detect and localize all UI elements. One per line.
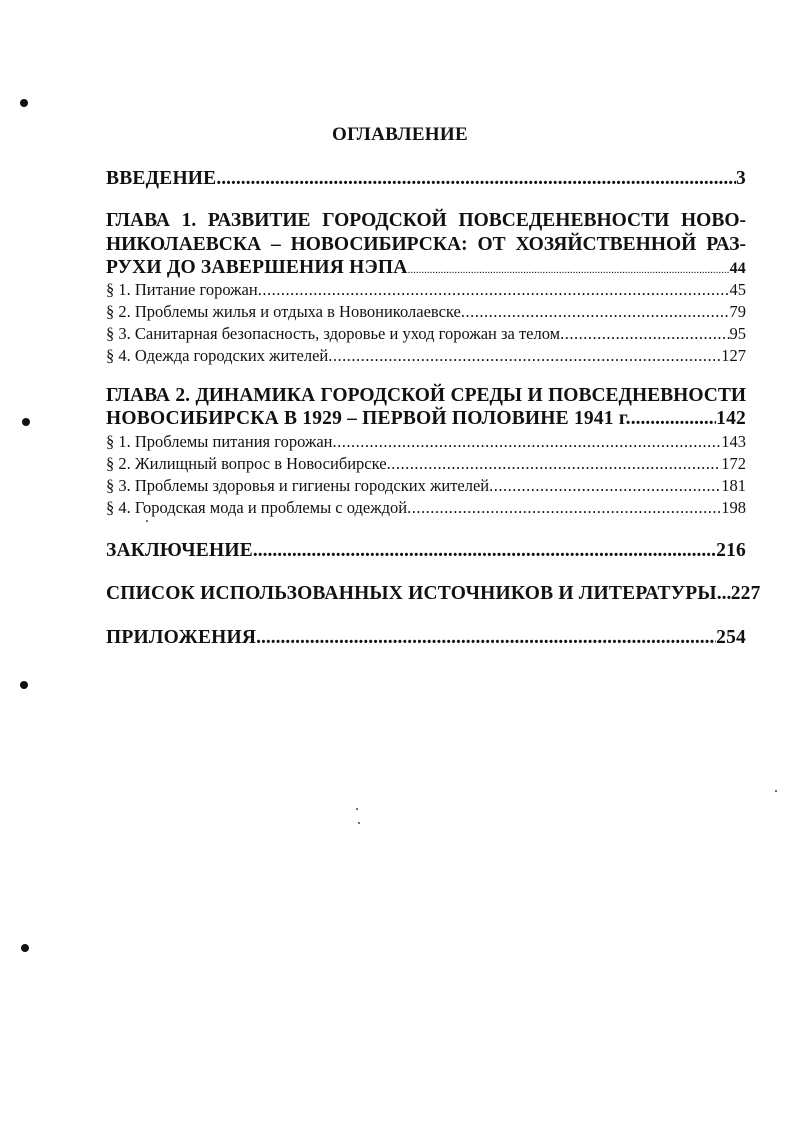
leader-dots [216, 168, 736, 190]
toc-entry-label: ЗАКЛЮЧЕНИЕ [106, 540, 253, 561]
toc-entry-page: 172 [721, 454, 746, 473]
toc-entry-label: § 1. Питание горожан [106, 280, 258, 299]
binding-hole-mark [20, 99, 28, 107]
toc-entry-page: 95 [729, 324, 746, 343]
toc-entry-page: 44 [729, 260, 746, 277]
binding-hole-mark [22, 418, 30, 426]
leader-dots [489, 476, 721, 496]
toc-entry-page: 254 [716, 627, 746, 648]
leader-dots [387, 454, 722, 474]
binding-hole-mark [20, 681, 28, 689]
toc-entry-section[interactable] [106, 346, 746, 366]
toc-entry-page: 143 [721, 432, 746, 451]
toc-entry-chapter2[interactable] [106, 408, 746, 430]
leader-dots [253, 540, 716, 562]
toc-entry-section[interactable] [106, 302, 746, 322]
toc-entry-label: СПИСОК ИСПОЛЬЗОВАННЫХ ИСТОЧНИКОВ И ЛИТЕРАТУРЫ [106, 583, 717, 604]
scan-speck [146, 520, 148, 522]
toc-entry-label: § 3. Проблемы здоровья и гигиены городских жителей [106, 476, 490, 495]
toc-entry-page: 79 [729, 302, 746, 321]
toc-entry-section[interactable] [106, 280, 746, 300]
chapter1-title-line1[interactable]: ГЛАВА 1. РАЗВИТИЕ ГОРОДСКОЙ ПОВСЕДЕНЕВНОСТИ НОВО- [106, 210, 746, 231]
leader-dots [333, 432, 722, 452]
leader-dots [408, 264, 730, 276]
toc-entry-page: 198 [721, 498, 746, 517]
binding-hole-mark [21, 944, 29, 952]
leader-dots [560, 324, 729, 344]
toc-entry-page: 227 [730, 583, 761, 604]
toc-entry-appendix[interactable] [106, 627, 746, 649]
toc-entry-section[interactable] [106, 432, 746, 452]
toc-entry-label: § 1. Проблемы питания горожан [106, 432, 333, 451]
toc-entry-label: ВВЕДЕНИЕ [106, 168, 217, 189]
leader-dots [407, 498, 721, 518]
toc-entry-page: 181 [721, 476, 746, 495]
toc-entry-section[interactable] [106, 454, 746, 474]
toc-entry-section[interactable] [106, 324, 746, 344]
leader-dots [258, 280, 730, 300]
toc-entry-label: § 3. Санитарная безопасность, здоровье и уход горожан за телом [106, 324, 561, 343]
leader-dots [631, 408, 716, 430]
toc-entry-section[interactable] [106, 476, 746, 496]
toc-entry-page: 142 [716, 408, 746, 429]
toc-entry-label: § 2. Жилищный вопрос в Новосибирске [106, 454, 387, 473]
toc-title: ОГЛАВЛЕНИЕ [332, 124, 468, 145]
toc-entry-label: § 4. Одежда городских жителей [106, 346, 329, 365]
leader-dots [717, 583, 731, 605]
toc-entry-label: § 2. Проблемы жилья и отдыха в Новониколаевске [106, 302, 461, 321]
scan-speck [775, 790, 777, 792]
toc-entry-conclusion[interactable] [106, 540, 746, 562]
toc-entry-page: 127 [721, 346, 746, 365]
toc-entry-section[interactable] [106, 498, 746, 518]
scan-speck [358, 822, 360, 824]
toc-entry-sources[interactable] [106, 583, 761, 605]
leader-dots [256, 627, 716, 649]
toc-entry-page: 3 [736, 168, 746, 189]
leader-dots [461, 302, 730, 322]
toc-entry-intro[interactable] [106, 168, 746, 190]
toc-entry-page: 45 [729, 280, 746, 299]
chapter2-title-line1[interactable]: ГЛАВА 2. ДИНАМИКА ГОРОДСКОЙ СРЕДЫ И ПОВСЕДНЕВНОСТИ [106, 385, 746, 406]
chapter1-title-line2[interactable]: НИКОЛАЕВСКА – НОВОСИБИРСКА: ОТ ХОЗЯЙСТВЕННОЙ РАЗ- [106, 234, 746, 255]
leader-dots [328, 346, 721, 366]
toc-entry-label: ПРИЛОЖЕНИЯ [106, 627, 257, 648]
toc-entry-chapter1[interactable] [106, 257, 746, 279]
scan-speck [356, 808, 358, 810]
toc-entry-label: РУХИ ДО ЗАВЕРШЕНИЯ НЭПА [106, 257, 408, 278]
toc-entry-page: 216 [716, 540, 746, 561]
toc-entry-label: § 4. Городская мода и проблемы с одеждой [106, 498, 408, 517]
toc-entry-label: НОВОСИБИРСКА В 1929 – ПЕРВОЙ ПОЛОВИНЕ 1941 г. [106, 408, 631, 429]
